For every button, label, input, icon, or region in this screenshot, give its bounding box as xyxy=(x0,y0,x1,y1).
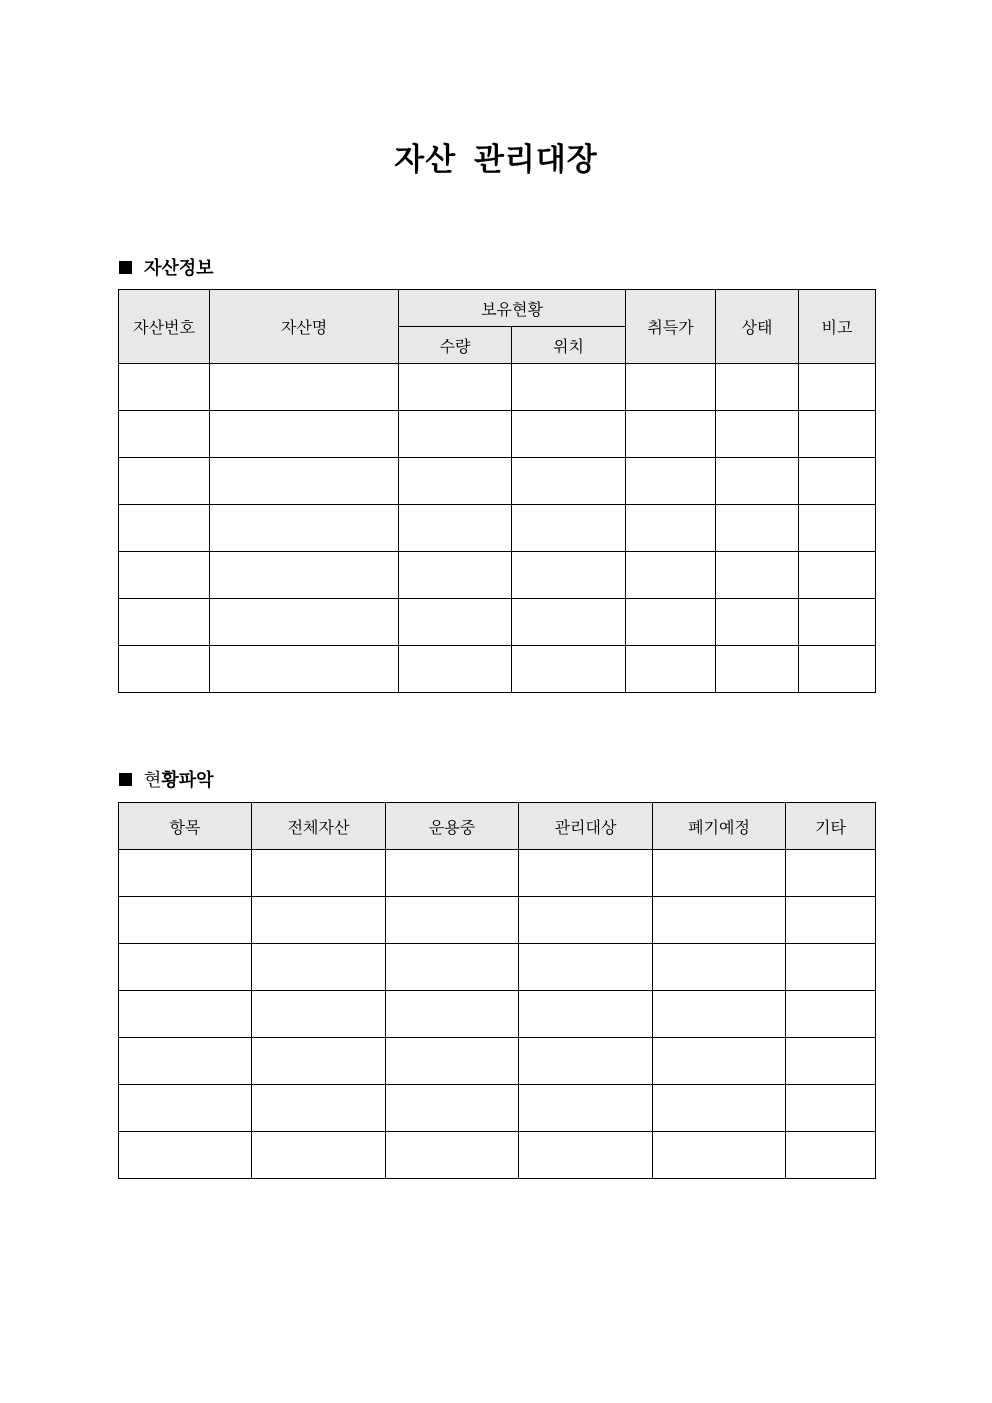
table-cell[interactable] xyxy=(119,991,252,1038)
table-cell[interactable] xyxy=(210,411,399,458)
table-cell[interactable] xyxy=(626,364,716,411)
table-cell[interactable] xyxy=(210,599,399,646)
table-cell[interactable] xyxy=(252,991,386,1038)
table-cell[interactable] xyxy=(519,1038,653,1085)
table-cell[interactable] xyxy=(799,646,876,693)
table-cell[interactable] xyxy=(386,1085,519,1132)
table-cell[interactable] xyxy=(252,897,386,944)
table-row xyxy=(119,1038,876,1085)
table-cell[interactable] xyxy=(119,944,252,991)
table-cell[interactable] xyxy=(386,1038,519,1085)
table-cell[interactable] xyxy=(399,599,512,646)
table-cell[interactable] xyxy=(519,897,653,944)
table-cell[interactable] xyxy=(119,897,252,944)
header-remarks: 비고 xyxy=(799,290,876,364)
table-cell[interactable] xyxy=(799,364,876,411)
table-cell[interactable] xyxy=(512,646,626,693)
table-cell[interactable] xyxy=(119,599,210,646)
table-cell[interactable] xyxy=(716,364,799,411)
square-bullet-icon xyxy=(119,773,132,786)
table-cell[interactable] xyxy=(799,411,876,458)
table-cell[interactable] xyxy=(786,850,876,897)
table-cell[interactable] xyxy=(119,646,210,693)
header-asset-name: 자산명 xyxy=(210,290,399,364)
table-cell[interactable] xyxy=(119,458,210,505)
table-cell[interactable] xyxy=(512,599,626,646)
table-cell[interactable] xyxy=(399,552,512,599)
asset-info-heading-label: 자산정보 xyxy=(144,258,214,279)
table-cell[interactable] xyxy=(252,1085,386,1132)
table-row xyxy=(119,552,876,599)
header-condition: 상태 xyxy=(716,290,799,364)
table-cell[interactable] xyxy=(399,646,512,693)
table-cell[interactable] xyxy=(786,944,876,991)
square-bullet-icon xyxy=(119,261,132,274)
status-header-cell: 폐기예정 xyxy=(653,803,786,850)
table-cell[interactable] xyxy=(119,1085,252,1132)
table-cell[interactable] xyxy=(653,850,786,897)
table-cell[interactable] xyxy=(399,505,512,552)
table-cell[interactable] xyxy=(119,1038,252,1085)
table-cell[interactable] xyxy=(386,850,519,897)
header-location: 위치 xyxy=(512,327,626,364)
table-row xyxy=(119,850,876,897)
table-cell[interactable] xyxy=(653,991,786,1038)
header-holding: 보유현황 xyxy=(399,290,626,327)
table-cell[interactable] xyxy=(716,646,799,693)
table-cell[interactable] xyxy=(716,505,799,552)
table-cell[interactable] xyxy=(626,646,716,693)
table-cell[interactable] xyxy=(653,1132,786,1179)
table-cell[interactable] xyxy=(252,1038,386,1085)
table-cell[interactable] xyxy=(799,458,876,505)
table-cell[interactable] xyxy=(519,1085,653,1132)
header-quantity: 수량 xyxy=(399,327,512,364)
table-cell[interactable] xyxy=(119,411,210,458)
table-cell[interactable] xyxy=(399,411,512,458)
table-cell[interactable] xyxy=(786,1132,876,1179)
table-cell[interactable] xyxy=(653,944,786,991)
table-cell[interactable] xyxy=(626,505,716,552)
table-cell[interactable] xyxy=(799,505,876,552)
table-cell[interactable] xyxy=(119,505,210,552)
table-cell[interactable] xyxy=(512,364,626,411)
table-cell[interactable] xyxy=(386,991,519,1038)
table-cell[interactable] xyxy=(512,505,626,552)
table-row xyxy=(119,505,876,552)
table-cell[interactable] xyxy=(786,1038,876,1085)
table-cell[interactable] xyxy=(119,552,210,599)
status-heading-light: 현 xyxy=(144,770,162,791)
table-cell[interactable] xyxy=(386,1132,519,1179)
table-cell[interactable] xyxy=(799,552,876,599)
table-row xyxy=(119,1085,876,1132)
table-cell[interactable] xyxy=(512,411,626,458)
status-header-cell: 기타 xyxy=(786,803,876,850)
table-cell[interactable] xyxy=(716,411,799,458)
status-heading-bold: 황파악 xyxy=(161,770,214,791)
table-cell[interactable] xyxy=(512,552,626,599)
document-title: 자산 관리대장 xyxy=(394,142,598,178)
table-row xyxy=(119,411,876,458)
status-header-cell: 항목 xyxy=(119,803,252,850)
table-row xyxy=(119,1132,876,1179)
table-cell[interactable] xyxy=(786,1085,876,1132)
asset-info-heading xyxy=(119,254,214,280)
status-header-cell: 관리대상 xyxy=(519,803,653,850)
table-cell[interactable] xyxy=(399,458,512,505)
header-acquisition-price: 취득가 xyxy=(626,290,716,364)
table-cell[interactable] xyxy=(519,991,653,1038)
table-cell[interactable] xyxy=(252,944,386,991)
table-row xyxy=(119,458,876,505)
table-row xyxy=(119,364,876,411)
table-cell[interactable] xyxy=(626,411,716,458)
table-row xyxy=(119,646,876,693)
table-cell[interactable] xyxy=(626,552,716,599)
table-row xyxy=(119,599,876,646)
status-header-cell: 전체자산 xyxy=(252,803,386,850)
table-cell[interactable] xyxy=(210,646,399,693)
table-cell[interactable] xyxy=(386,944,519,991)
table-cell[interactable] xyxy=(716,458,799,505)
table-row xyxy=(119,897,876,944)
table-cell[interactable] xyxy=(653,1038,786,1085)
table-cell[interactable] xyxy=(626,599,716,646)
table-cell[interactable] xyxy=(210,505,399,552)
status-header-cell: 운용중 xyxy=(386,803,519,850)
table-cell[interactable] xyxy=(119,1132,252,1179)
table-cell[interactable] xyxy=(210,552,399,599)
table-row xyxy=(119,991,876,1038)
table-cell[interactable] xyxy=(786,991,876,1038)
table-cell[interactable] xyxy=(519,944,653,991)
table-cell[interactable] xyxy=(799,599,876,646)
table-cell[interactable] xyxy=(210,458,399,505)
table-cell[interactable] xyxy=(716,552,799,599)
table-cell[interactable] xyxy=(716,599,799,646)
table-cell[interactable] xyxy=(519,1132,653,1179)
table-cell[interactable] xyxy=(399,364,512,411)
status-overview-table xyxy=(118,802,876,1179)
table-cell[interactable] xyxy=(252,850,386,897)
table-cell[interactable] xyxy=(626,458,716,505)
table-cell[interactable] xyxy=(210,364,399,411)
header-asset-no: 자산번호 xyxy=(119,290,210,364)
status-overview-heading xyxy=(119,766,214,792)
table-cell[interactable] xyxy=(119,364,210,411)
asset-info-table xyxy=(118,289,876,693)
table-cell[interactable] xyxy=(386,897,519,944)
table-row xyxy=(119,944,876,991)
table-cell[interactable] xyxy=(786,897,876,944)
table-cell[interactable] xyxy=(119,850,252,897)
table-cell[interactable] xyxy=(512,458,626,505)
table-cell[interactable] xyxy=(653,1085,786,1132)
table-cell[interactable] xyxy=(252,1132,386,1179)
table-cell[interactable] xyxy=(519,850,653,897)
table-cell[interactable] xyxy=(653,897,786,944)
